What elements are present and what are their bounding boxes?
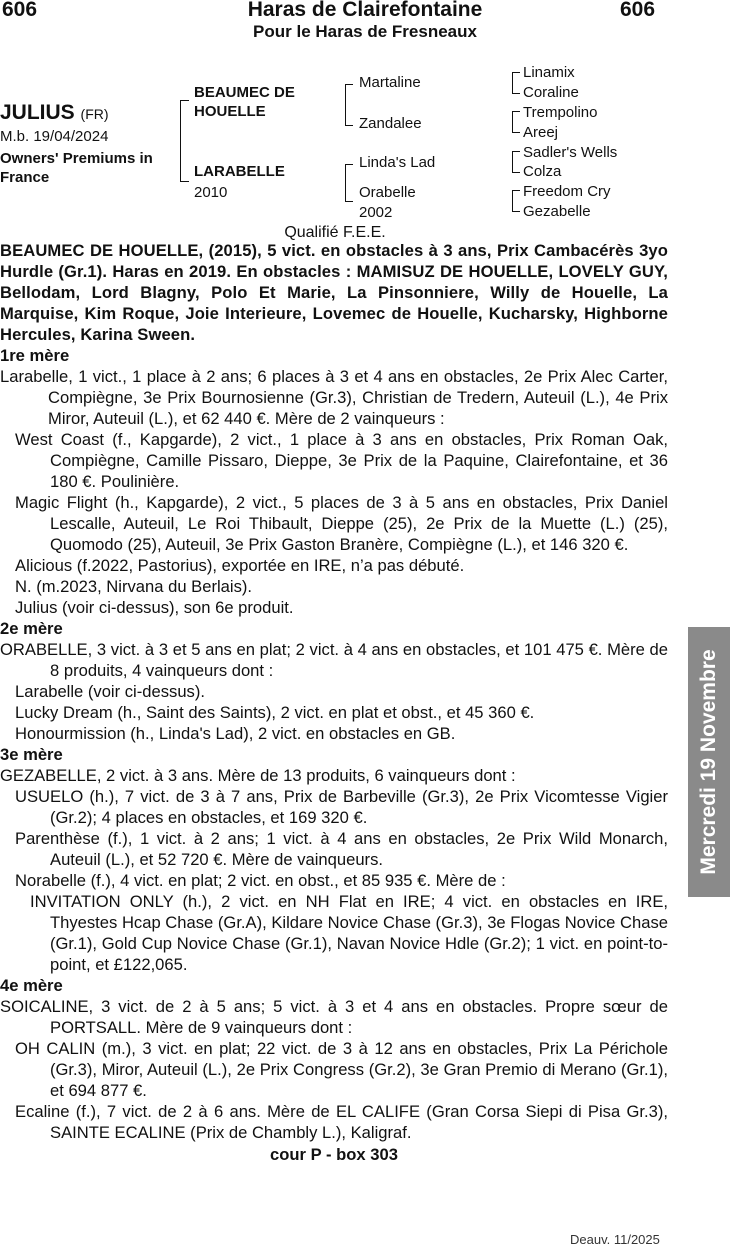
produce-honourmission: Honourmission (h., Linda's Lad), 2 vict. en obstacles en GB. xyxy=(15,724,456,743)
produce-west-coast: West Coast (f., Kapgarde), 2 vict., 1 place à 3 ans en obstacles, Prix Roman Oak, Compiègne, Camille Pissaro, Dieppe, 3e Prix de la Paquine, Clairefontaine, et 36 180 €. Poulinière. xyxy=(15,430,668,491)
horse-name: JULIUS (FR) xyxy=(0,101,109,124)
dds: Freedom Cry xyxy=(523,183,611,200)
fourth-dam-text: SOICALINE, 3 vict. de 2 à 5 ans; 5 vict. à 3 et 4 ans en obstacles. Propre sœur de PORTSALL. Mère de 9 vainqueurs dont : xyxy=(0,997,668,1037)
fourth-dam-heading: 4e mère xyxy=(0,976,63,995)
produce-magic-flight: Magic Flight (h., Kapgarde), 2 vict., 5 places de 3 à 5 ans en obstacles, Prix Daniel Lescalle, Auteuil, Le Roi Thibault, Dieppe (25), 2e Prix de la Muette (L.) (25), Quomodo (25), Auteuil, 3e Prix Gaston Branère, Compiègne (L.), et 146 320 €. xyxy=(15,493,668,554)
pedigree-bracket-2a xyxy=(345,84,353,126)
produce-invitation-only: INVITATION ONLY (h.), 2 vict. en NH Flat en IRE; 4 vict. en obstacles en IRE, Thyestes Hcap Chase (Gr.A), Kildare Novice Chase (Gr.3), 3e Flogas Novice Chase (Gr.1), Gold Cup Novice Chase (Gr.1), Navan Novice Hdle (Gr.2); 1 vict. en point-to-point, et £122,065. xyxy=(30,892,668,974)
dss: Sadler's Wells xyxy=(523,144,618,161)
dam-dam: Orabelle xyxy=(359,184,416,201)
pedigree-bracket-2b xyxy=(345,164,353,202)
ssd: Coraline xyxy=(523,84,579,101)
lot-number-right: 606 xyxy=(620,0,656,21)
sire-sire: Martaline xyxy=(359,74,421,91)
pedigree-bracket-3d xyxy=(512,190,520,212)
footer-reference: Deauv. 11/2025 xyxy=(570,1232,660,1247)
pedigree-bracket-1 xyxy=(180,100,189,182)
dsd: Colza xyxy=(523,163,562,180)
produce-larabelle: Larabelle (voir ci-dessus). xyxy=(15,682,205,701)
third-dam-heading: 3e mère xyxy=(0,745,63,764)
produce-oh-calin: OH CALIN (m.), 3 vict. en plat; 22 vict. de 3 à 12 ans en obstacles, Prix La Périchole (Gr.3), Miror, Auteuil (L.), 2e Prix Congress (Gr.2), 3e Gran Premio di Merano (Gr.1), et 694 877 €. xyxy=(15,1039,668,1100)
date-side-tab-label: Mercredi 19 Novembre xyxy=(697,649,720,875)
produce-parenthese: Parenthèse (f.), 1 vict. à 2 ans; 1 vict. à 4 ans en obstacles, 2e Prix Wild Monarch, Auteuil (L.), et 52 720 €. Mère de vainqueurs. xyxy=(15,829,668,869)
produce-ecaline: Ecaline (f.), 7 vict. de 2 à 6 ans. Mère de EL CALIFE (Gran Corsa Siepi di Pisa Gr.3), SAINTE ECALINE (Prix de Chambly L.), Kaligraf. xyxy=(15,1102,668,1142)
sire-dam: Zandalee xyxy=(359,115,422,132)
produce-lucky-dream: Lucky Dream (h., Saint des Saints), 2 vict. en plat et obst., et 45 360 €. xyxy=(15,703,535,722)
produce-usuelo: USUELO (h.), 7 vict. de 3 à 7 ans, Prix de Barbeville (Gr.3), 2e Prix Vicomtesse Vigier (Gr.2); 4 places en obstacles, et 169 320 €. xyxy=(15,787,668,827)
lot-number-left: 606 xyxy=(2,0,38,21)
date-side-tab xyxy=(688,627,730,897)
dam-name: LARABELLE xyxy=(194,163,285,180)
first-dam-heading: 1re mère xyxy=(0,346,70,365)
pedigree-bracket-3b xyxy=(512,111,520,133)
sire-description: BEAUMEC DE HOUELLE, (2015), 5 vict. en obstacles à 3 ans, Prix Cambacérès 3yo Hurdle (Gr.1). Haras en 2019. En obstacles : MAMISUZ DE HOUELLE, LOVELY GUY, Bellodam, Lord Blagny, Polo Et Marie, La Pinsonniere, Willy de Houelle, La Marquise, Kim Roque, Joie Interieure, Lovemec de Houelle, Kucharsky, Highborne Hercules, Karina Sween. xyxy=(0,241,668,344)
seller-name: Haras de Clairefontaine xyxy=(247,0,483,21)
stable-location: cour P - box 303 xyxy=(270,1145,398,1164)
catalogue-body xyxy=(0,240,668,1165)
produce-julius: Julius (voir ci-dessus), son 6e produit. xyxy=(15,598,294,617)
sss: Linamix xyxy=(523,64,575,81)
produce-alicious: Alicious (f.2022, Pastorius), exportée en IRE, n’a pas débuté. xyxy=(15,556,465,575)
sire-name: BEAUMEC DE HOUELLE xyxy=(194,84,295,120)
seller-for: Pour le Haras de Fresneaux xyxy=(253,22,477,41)
first-dam-text: Larabelle, 1 vict., 1 place à 2 ans; 6 places à 3 et 4 ans en obstacles, 2e Prix Alec Carter, Compiègne, 3e Prix Bournosienne (Gr.3), Christian de Tredern, Auteuil (L.), 4e Prix Miror, Auteuil (L.), et 62 440 €. Mère de 2 vainqueurs : xyxy=(0,367,668,428)
produce-n: N. (m.2023, Nirvana du Berlais). xyxy=(15,577,253,596)
dam-year: 2010 xyxy=(194,184,228,201)
dam-sire: Linda's Lad xyxy=(359,154,436,171)
third-dam-text: GEZABELLE, 2 vict. à 3 ans. Mère de 13 produits, 6 vainqueurs dont : xyxy=(0,766,516,785)
sdd: Areej xyxy=(523,124,559,141)
pedigree-bracket-3c xyxy=(512,151,520,173)
horse-country: (FR) xyxy=(80,106,109,122)
ddd: Gezabelle xyxy=(523,203,591,220)
second-dam-text: ORABELLE, 3 vict. à 3 et 5 ans en plat; 2 vict. à 4 ans en obstacles, et 101 475 €. Mère de 8 produits, 4 vainqueurs dont : xyxy=(0,640,668,680)
second-dam-heading: 2e mère xyxy=(0,619,63,638)
qualification: Qualifié F.E.E. xyxy=(284,224,386,241)
produce-norabelle: Norabelle (f.), 4 vict. en plat; 2 vict. en obst., et 85 935 €. Mère de : xyxy=(15,871,506,890)
pedigree-bracket-3a xyxy=(512,72,520,94)
sds: Trempolino xyxy=(523,104,598,121)
owners-premium: Owners' Premiums in France xyxy=(0,150,153,186)
dam-dam-year: 2002 xyxy=(359,204,393,221)
horse-details: M.b. 19/04/2024 xyxy=(0,128,109,145)
